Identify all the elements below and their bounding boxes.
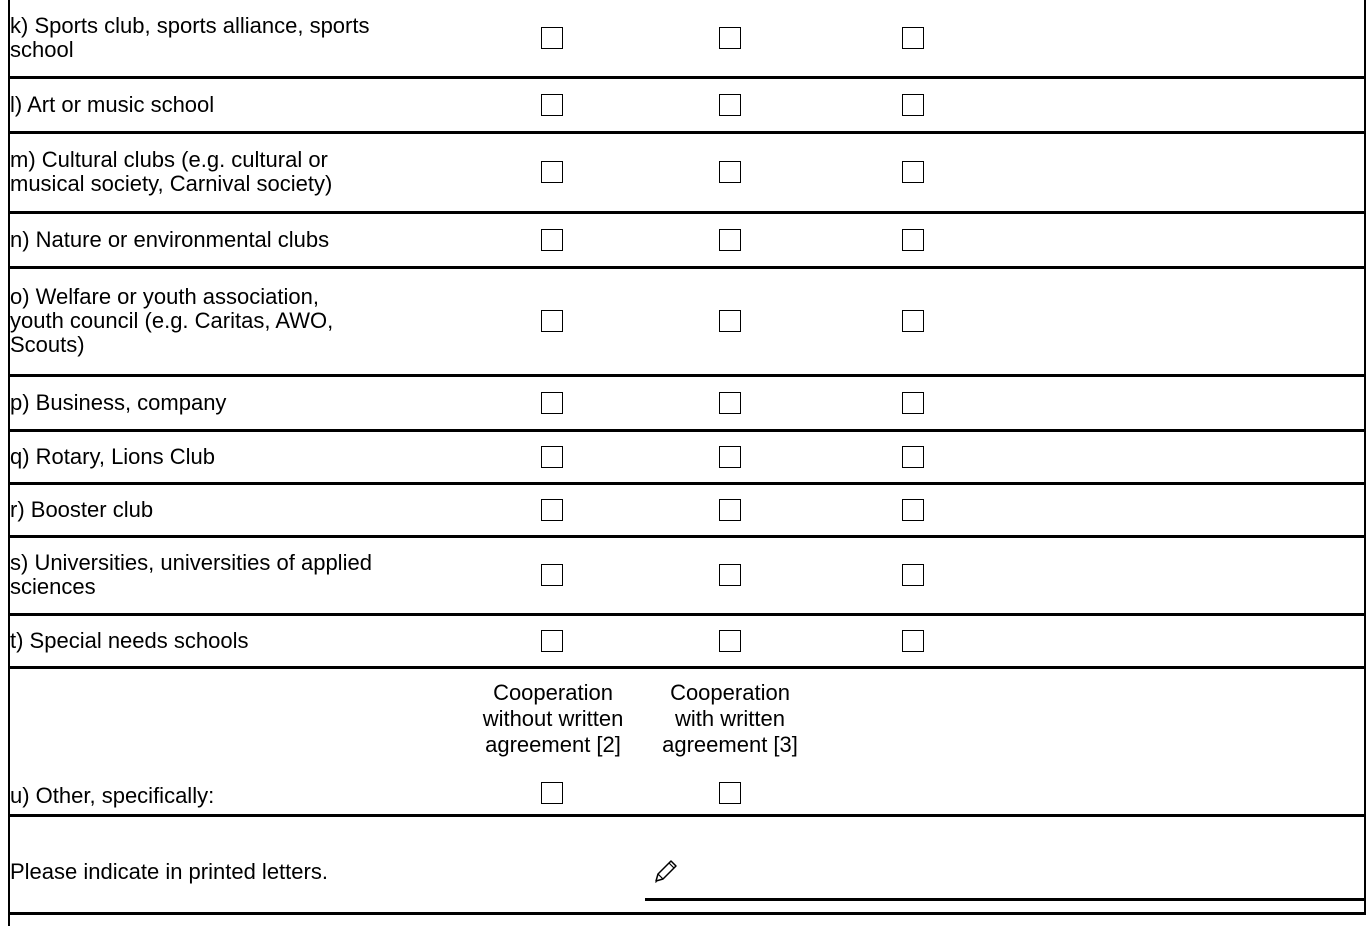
column-header-without-agreement: Cooperation without written agreement [2]: [482, 680, 624, 757]
row-checkbox-1[interactable]: [541, 161, 563, 183]
row-divider: [8, 535, 1366, 538]
row-checkbox-3[interactable]: [902, 27, 924, 49]
row-label: p) Business, company: [10, 389, 227, 415]
row-checkbox-3[interactable]: [902, 564, 924, 586]
row-checkbox-2[interactable]: [719, 310, 741, 332]
row-checkbox-3[interactable]: [902, 446, 924, 468]
pencil-icon: [650, 857, 680, 887]
row-divider: [8, 131, 1366, 134]
row-checkbox-2[interactable]: [719, 94, 741, 116]
row-divider: [8, 211, 1366, 214]
row-divider: [8, 374, 1366, 377]
row-label: o) Welfare or youth association, youth council (e.g. Caritas, AWO, Scouts): [10, 284, 334, 357]
row-checkbox-3[interactable]: [902, 630, 924, 652]
other-without-agreement-checkbox[interactable]: [541, 782, 563, 804]
table-right-border: [1364, 0, 1366, 912]
row-label: n) Nature or environmental clubs: [10, 226, 330, 252]
row-checkbox-2[interactable]: [719, 630, 741, 652]
row-checkbox-3[interactable]: [902, 499, 924, 521]
row-divider: [8, 912, 1366, 915]
column-header-with-agreement: Cooperation with written agreement [3]: [662, 680, 798, 757]
row-divider: [8, 613, 1366, 616]
row-checkbox-2[interactable]: [719, 446, 741, 468]
row-checkbox-1[interactable]: [541, 564, 563, 586]
row-checkbox-1[interactable]: [541, 27, 563, 49]
row-divider: [8, 814, 1366, 817]
row-checkbox-3[interactable]: [902, 310, 924, 332]
print-row-label: Please indicate in printed letters.: [10, 859, 328, 884]
row-label: k) Sports club, sports alliance, sports school: [10, 13, 370, 62]
specify-other-text-field[interactable]: [645, 898, 1366, 901]
row-checkbox-1[interactable]: [541, 310, 563, 332]
row-checkbox-1[interactable]: [541, 630, 563, 652]
row-checkbox-2[interactable]: [719, 27, 741, 49]
row-checkbox-3[interactable]: [902, 161, 924, 183]
row-checkbox-2[interactable]: [719, 229, 741, 251]
row-divider: [8, 429, 1366, 432]
row-divider: [8, 482, 1366, 485]
row-checkbox-2[interactable]: [719, 564, 741, 586]
row-label: s) Universities, universities of applied sciences: [10, 550, 372, 599]
row-checkbox-1[interactable]: [541, 94, 563, 116]
row-checkbox-1[interactable]: [541, 499, 563, 521]
row-checkbox-2[interactable]: [719, 392, 741, 414]
row-divider: [8, 666, 1366, 669]
row-checkbox-3[interactable]: [902, 392, 924, 414]
row-checkbox-3[interactable]: [902, 229, 924, 251]
row-label: t) Special needs schools: [10, 627, 249, 653]
row-checkbox-1[interactable]: [541, 446, 563, 468]
other-row-label: u) Other, specifically:: [10, 783, 215, 808]
row-checkbox-1[interactable]: [541, 392, 563, 414]
row-checkbox-2[interactable]: [719, 161, 741, 183]
other-with-agreement-checkbox[interactable]: [719, 782, 741, 804]
row-label: q) Rotary, Lions Club: [10, 443, 216, 469]
row-label: m) Cultural clubs (e.g. cultural or musical society, Carnival society): [10, 147, 333, 196]
row-checkbox-2[interactable]: [719, 499, 741, 521]
row-label: l) Art or music school: [10, 91, 215, 117]
row-label: r) Booster club: [10, 496, 154, 522]
row-divider: [8, 266, 1366, 269]
row-divider: [8, 76, 1366, 79]
row-checkbox-3[interactable]: [902, 94, 924, 116]
row-checkbox-1[interactable]: [541, 229, 563, 251]
